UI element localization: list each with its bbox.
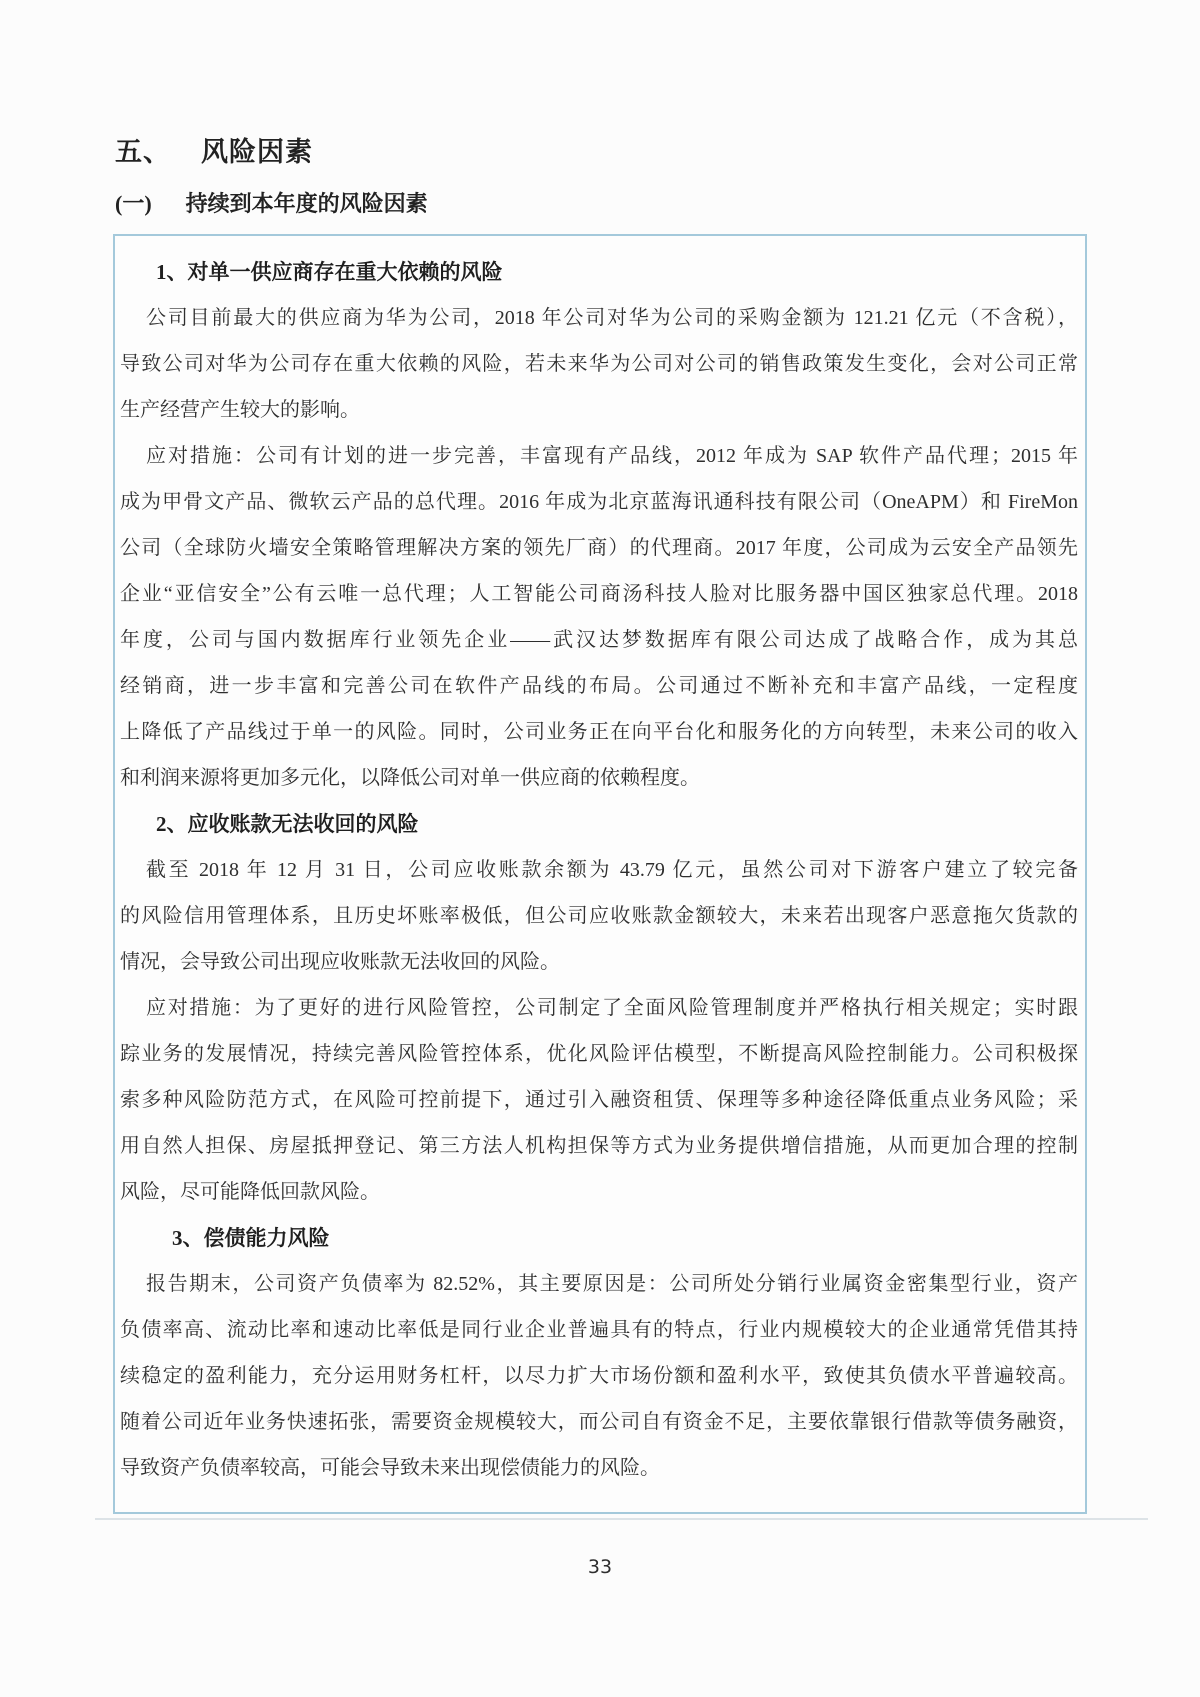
subsection-title: 持续到本年度的风险因素 [185,191,428,216]
text-line: 导致公司对华为公司存在重大依赖的风险，若未来华为公司对公司的销售政策发生变化，会对公司正常 [120,353,1078,375]
paragraph [120,985,1078,1215]
text-line: 截至 2018 年 12 月 31 日，公司应收账款余额为 43.79 亿元，虽然公司对下游客户建立了较完备 [146,859,1078,881]
text-line: 经销商，进一步丰富和完善公司在软件产品线的布局。公司通过不断补充和丰富产品线，一定程度 [120,675,1078,697]
subsection-number: (一) [115,191,152,216]
text-line: 踪业务的发展情况，持续完善风险管控体系，优化风险评估模型，不断提高风险控制能力。公司积极探 [120,1043,1078,1065]
subsection-heading [115,192,1200,216]
text-line: 成为甲骨文产品、微软云产品的总代理。2016 年成为北京蓝海讯通科技有限公司（OneAPM）和 FireMon [120,491,1078,513]
text-line: 年度，公司与国内数据库行业领先企业——武汉达梦数据库有限公司达成了战略合作，成为其总 [120,629,1078,651]
risk-factors-box [113,234,1087,1514]
risk-item-heading: 1、对单一供应商存在重大依赖的风险 [156,260,503,284]
paragraph [120,295,1078,433]
paragraph [120,847,1078,985]
risk-item-heading: 2、应收账款无法收回的风险 [156,812,419,836]
text-line: 应对措施：为了更好的进行风险管控，公司制定了全面风险管理制度并严格执行相关规定；实时跟 [146,997,1078,1019]
section-heading [115,138,1200,166]
section-number: 五、 [115,137,171,167]
text-line: 随着公司近年业务快速拓张，需要资金规模较大，而公司自有资金不足，主要依靠银行借款等债务融资， [120,1411,1078,1433]
text-line: 公司（全球防火墙安全策略管理解决方案的领先厂商）的代理商。2017 年度，公司成为云安全产品领先 [120,537,1078,559]
paragraph [120,1261,1078,1491]
text-line: 公司目前最大的供应商为华为公司，2018 年公司对华为公司的采购金额为 121.21 亿元（不含税）， [146,307,1078,329]
page-number: 33 [587,1556,613,1578]
text-line: 企业“亚信安全”公有云唯一总代理；人工智能公司商汤科技人脸对比服务器中国区独家总代理。2018 [120,583,1078,605]
text-line: 风险，尽可能降低回款风险。 [120,1181,380,1203]
text-line: 情况，会导致公司出现应收账款无法收回的风险。 [120,951,560,973]
text-line: 负债率高、流动比率和速动比率低是同行业企业普遍具有的特点，行业内规模较大的企业通常凭借其持 [120,1319,1078,1341]
text-line: 续稳定的盈利能力，充分运用财务杠杆，以尽力扩大市场份额和盈利水平，致使其负债水平普遍较高。 [120,1365,1078,1387]
footer-divider [95,1518,1148,1520]
text-line: 和利润来源将更加多元化，以降低公司对单一供应商的依赖程度。 [120,767,700,789]
text-line: 索多种风险防范方式，在风险可控前提下，通过引入融资租赁、保理等多种途径降低重点业务风险；采 [120,1089,1078,1111]
text-line: 的风险信用管理体系，且历史坏账率极低，但公司应收账款金额较大，未来若出现客户恶意拖欠货款的 [120,905,1078,927]
text-line: 用自然人担保、房屋抵押登记、第三方法人机构担保等方式为业务提供增信措施，从而更加合理的控制 [120,1135,1078,1157]
text-line: 导致资产负债率较高，可能会导致未来出现偿债能力的风险。 [120,1457,660,1479]
text-line: 应对措施：公司有计划的进一步完善，丰富现有产品线，2012 年成为 SAP 软件产品代理；2015 年 [146,445,1078,467]
text-line: 报告期末，公司资产负债率为 82.52%，其主要原因是：公司所处分销行业属资金密集型行业，资产 [146,1273,1078,1295]
paragraph [120,433,1078,801]
risk-item-heading: 3、偿债能力风险 [172,1226,330,1250]
text-line: 生产经营产生较大的影响。 [120,399,360,421]
text-line: 上降低了产品线过于单一的风险。同时，公司业务正在向平台化和服务化的方向转型，未来公司的收入 [120,721,1078,743]
section-title: 风险因素 [201,137,313,167]
